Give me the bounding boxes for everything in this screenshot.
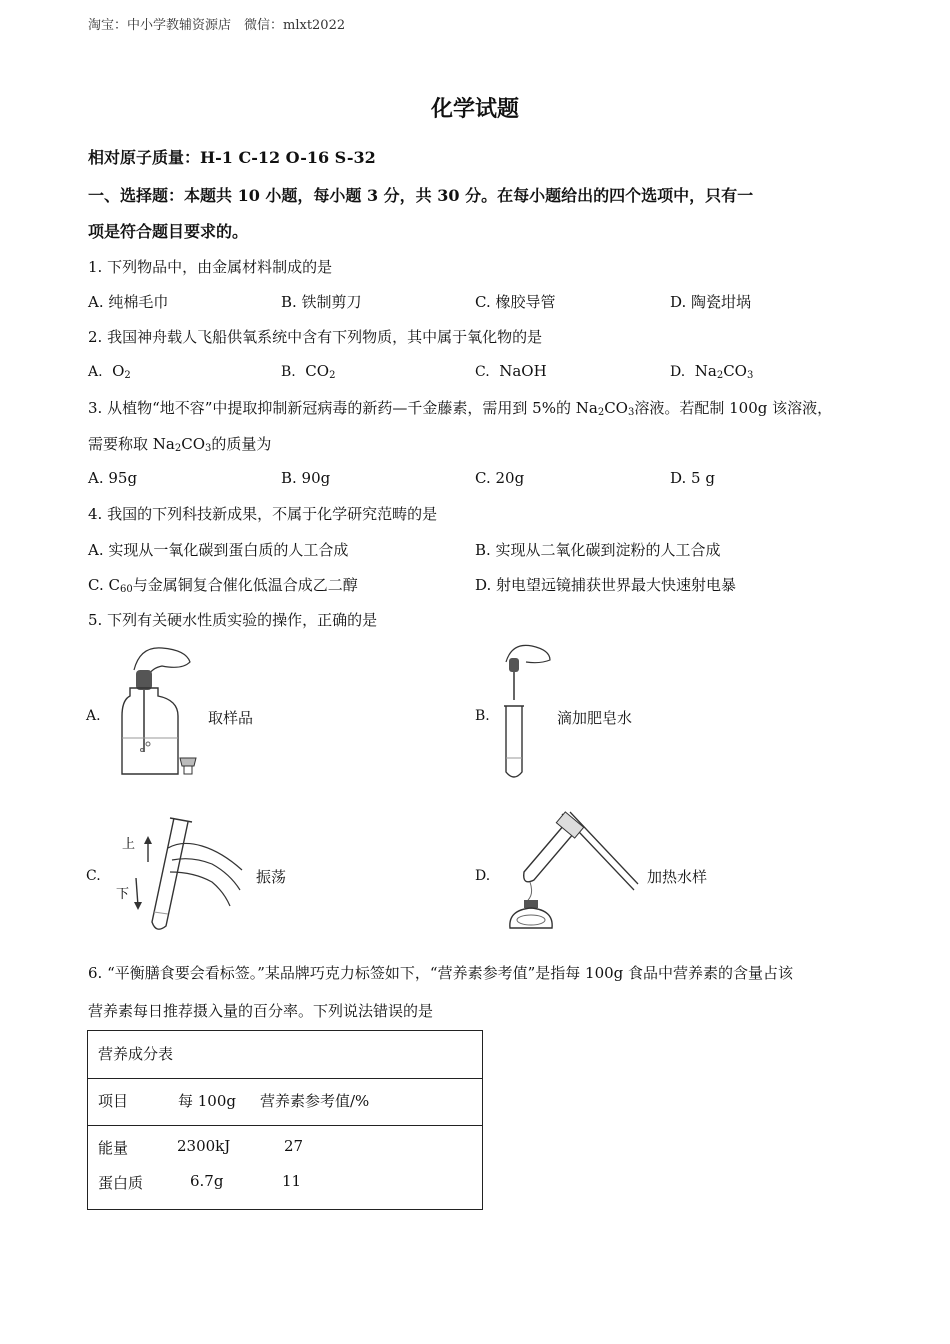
q5-option-c-text: 振荡 xyxy=(256,868,287,886)
q5-stem: 5. 下列有关硬水性质实验的操作，正确的是 xyxy=(88,611,378,629)
subscript: 2 xyxy=(716,370,724,381)
table-title-row xyxy=(88,1031,482,1079)
shaking-test-tube-figure xyxy=(112,810,252,935)
table-header-nrv: 营养素参考值/% xyxy=(260,1092,370,1110)
section-instructions-line2: 项是符合题目要求的。 xyxy=(88,222,249,241)
q4-stem: 4. 我国的下列科技新成果，不属于化学研究范畴的是 xyxy=(88,505,438,523)
test-tube-dropper-figure xyxy=(496,640,556,785)
text-part: 与金属铜复合催化低温合成乙二醇 xyxy=(132,576,358,594)
up-label: 上 xyxy=(122,837,136,852)
text-part: C. C xyxy=(88,576,120,594)
q3-option-b: B. 90g xyxy=(281,469,331,487)
q1-option-a: A. 纯棉毛巾 xyxy=(88,293,169,311)
table-header-per100g: 每 100g xyxy=(178,1092,237,1110)
table-row-2-amount: 6.7g xyxy=(190,1172,224,1190)
q5-option-a-label: A. xyxy=(86,708,101,724)
q1-option-d: D. 陶瓷坩埚 xyxy=(670,293,752,311)
q5-option-b-text: 滴加肥皂水 xyxy=(557,709,633,727)
table-row-2-nrv: 11 xyxy=(282,1172,302,1190)
q5-option-c-label: C. xyxy=(86,868,101,884)
subscript: 60 xyxy=(119,584,133,595)
down-label: 下 xyxy=(116,887,130,902)
table-header-item: 项目 xyxy=(98,1092,129,1110)
formula-part: CO xyxy=(723,362,747,380)
q2-option-d-formula: Na xyxy=(694,362,717,380)
q2-option-c-label: C. xyxy=(475,364,490,380)
q1-stem: 1. 下列物品中，由金属材料制成的是 xyxy=(88,258,333,276)
q2-option-b xyxy=(281,362,335,381)
text-part: 的质量为 xyxy=(211,435,272,453)
q2-option-b-formula: CO xyxy=(305,362,330,380)
text-part: 需要称取 Na xyxy=(88,435,175,453)
subscript: 2 xyxy=(329,370,336,381)
q2-option-a xyxy=(88,362,131,381)
q1-option-b: B. 铁制剪刀 xyxy=(281,293,362,311)
q3-option-d: D. 5 g xyxy=(670,469,715,487)
table-row-1-amount: 2300kJ xyxy=(177,1137,231,1155)
q1-option-c: C. 橡胶导管 xyxy=(475,293,556,311)
text-part: CO xyxy=(181,435,205,453)
table-row-2-item: 蛋白质 xyxy=(98,1174,144,1192)
q2-option-c-formula: NaOH xyxy=(499,362,547,380)
q5-option-d-text: 加热水样 xyxy=(647,868,708,886)
subscript: 3 xyxy=(627,407,635,418)
q4-option-d: D. 射电望远镜捕获世界最大快速射电暴 xyxy=(475,576,737,594)
q6-stem-line2: 营养素每日推荐摄入量的百分率。下列说法错误的是 xyxy=(88,1002,434,1020)
table-header-row xyxy=(88,1078,482,1126)
q2-option-d xyxy=(670,362,753,381)
q4-option-a: A. 实现从一氧化碳到蛋白质的人工合成 xyxy=(88,541,349,559)
q5-option-d-label: D. xyxy=(475,868,491,884)
q3-option-a: A. 95g xyxy=(88,469,138,487)
q6-stem-line1: 6. “平衡膳食要会看标签。”某品牌巧克力标签如下，“营养素参考值”是指每 100g 食品中营养素的含量占该 xyxy=(88,964,794,982)
subscript: 2 xyxy=(597,407,605,418)
table-row-1-item: 能量 xyxy=(98,1139,129,1157)
atomic-mass: 相对原子质量：H-1 C-12 O-16 S-32 xyxy=(88,148,376,167)
q2-option-b-label: B. xyxy=(281,364,296,380)
q2-option-a-label: A. xyxy=(88,364,103,380)
q4-option-c xyxy=(88,574,358,595)
q4-option-b: B. 实现从二氧化碳到淀粉的人工合成 xyxy=(475,541,721,559)
subscript: 3 xyxy=(205,443,212,454)
table-title: 营养成分表 xyxy=(98,1045,174,1063)
q2-option-a-formula: O xyxy=(112,362,125,380)
q3-stem-line1 xyxy=(88,397,832,418)
q2-stem: 2. 我国神舟载人飞船供氧系统中含有下列物质，其中属于氧化物的是 xyxy=(88,328,543,346)
text-part: 3. 从植物“地不容”中提取抑制新冠病毒的新药—千金藤素，需用到 5%的 Na xyxy=(88,399,598,417)
table-row-1-nrv: 27 xyxy=(284,1137,304,1155)
subscript: 2 xyxy=(124,370,131,381)
heating-water-sample-figure xyxy=(500,808,640,936)
text-part: CO xyxy=(604,399,628,417)
q3-option-c: C. 20g xyxy=(475,469,525,487)
nutrition-table xyxy=(87,1030,483,1210)
q2-option-d-label: D. xyxy=(670,364,686,380)
q2-option-c xyxy=(475,362,547,380)
section-instructions-line1: 一、选择题：本题共 10 小题，每小题 3 分，共 30 分。在每小题给出的四个选项中，只有一 xyxy=(88,186,754,205)
subscript: 3 xyxy=(746,370,754,381)
text-part: 溶液。若配制 100g 该溶液， xyxy=(634,399,833,417)
reagent-bottle-dropper-figure xyxy=(112,640,202,780)
q3-stem-line2 xyxy=(88,433,271,454)
page-title: 化学试题 xyxy=(430,96,519,122)
q5-option-b-label: B. xyxy=(475,708,490,724)
q5-option-a-text: 取样品 xyxy=(208,709,254,727)
page-header: 淘宝：中小学教辅资源店 微信：mlxt2022 xyxy=(88,18,346,33)
subscript: 2 xyxy=(174,443,182,454)
